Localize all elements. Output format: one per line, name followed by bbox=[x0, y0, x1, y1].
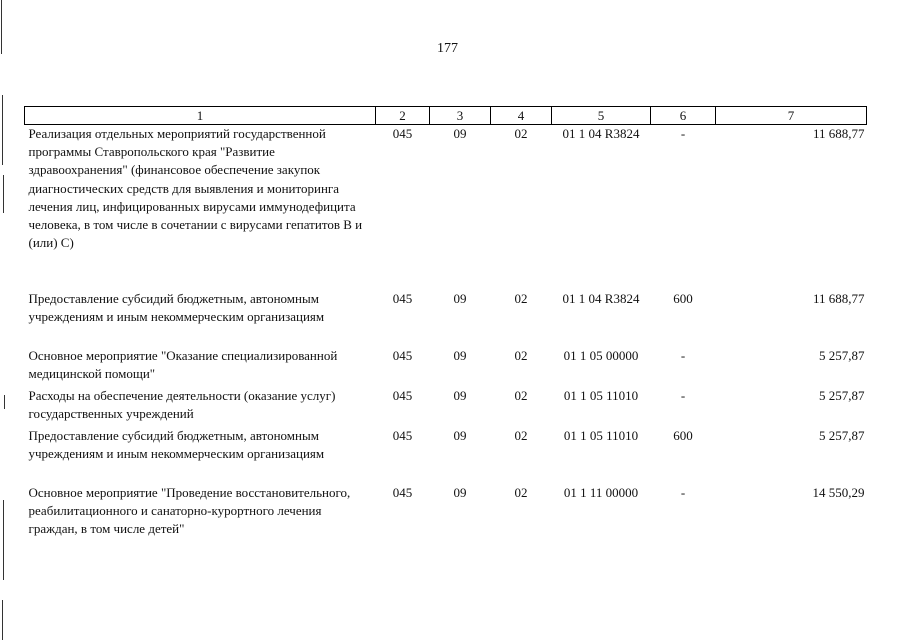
row-section-code: 09 bbox=[453, 126, 467, 141]
scan-edge-line bbox=[3, 175, 4, 213]
row-amount: 11 688,77 bbox=[812, 126, 865, 141]
scan-edge-line bbox=[4, 395, 5, 409]
column-header: 7 bbox=[716, 107, 867, 125]
row-target-code: 01 1 11 00000 bbox=[563, 484, 639, 500]
row-amount: 5 257,87 bbox=[819, 347, 865, 363]
row-ministry-code: 045 bbox=[392, 126, 413, 141]
row-expense-type: - bbox=[680, 347, 686, 363]
scan-edge-line bbox=[2, 600, 3, 640]
row-target-code: 01 1 04 R3824 bbox=[562, 126, 640, 141]
row-name: Предоставление субсидий бюджетным, автономным учреждениям и иным некоммерческим организациям bbox=[28, 427, 325, 461]
row-section-code: 09 bbox=[453, 427, 467, 443]
row-ministry-code: 045 bbox=[392, 387, 413, 403]
table-row bbox=[25, 125, 867, 290]
row-amount: 5 257,87 bbox=[819, 427, 865, 443]
column-header: 5 bbox=[552, 107, 651, 125]
row-expense-type: 600 bbox=[673, 290, 693, 306]
table-row bbox=[25, 347, 867, 387]
row-amount: 5 257,87 bbox=[819, 387, 865, 403]
column-header: 2 bbox=[376, 107, 430, 125]
scan-edge-line bbox=[2, 95, 3, 165]
row-section-code: 09 bbox=[453, 347, 467, 363]
row-ministry-code: 045 bbox=[392, 347, 413, 363]
row-amount: 14 550,29 bbox=[812, 484, 865, 500]
table-row bbox=[25, 387, 867, 427]
budget-table bbox=[24, 106, 867, 564]
row-ministry-code: 045 bbox=[392, 290, 413, 306]
row-expense-type: - bbox=[680, 484, 686, 500]
row-name: Основное мероприятие "Оказание специализированной медицинской помощи" bbox=[28, 347, 338, 381]
row-subsection-code: 02 bbox=[514, 290, 528, 306]
row-subsection-code: 02 bbox=[514, 347, 528, 363]
table-row bbox=[25, 427, 867, 484]
column-header: 3 bbox=[430, 107, 491, 125]
row-name: Реализация отдельных мероприятий государственной программы Ставропольского края "Развитие здравоохранения" (финансовое обеспечение закупок диагностических средств для выявления и мониторинга лечения лиц, инфицированных вирусами иммунодефицита человека, в том числе в сочетании с вирусами гепатитов B и (или) C) bbox=[28, 126, 363, 251]
row-target-code: 01 1 04 R3824 bbox=[562, 290, 640, 306]
row-subsection-code: 02 bbox=[514, 427, 528, 443]
row-expense-type: - bbox=[680, 387, 686, 403]
row-target-code: 01 1 05 00000 bbox=[563, 347, 639, 363]
column-header: 1 bbox=[25, 107, 376, 125]
row-target-code: 01 1 05 11010 bbox=[563, 427, 639, 443]
row-name: Предоставление субсидий бюджетным, автономным учреждениям и иным некоммерческим организациям bbox=[28, 290, 325, 324]
row-name: Основное мероприятие "Проведение восстановительного, реабилитационного и санаторно-курортного лечения граждан, в том числе детей" bbox=[28, 484, 351, 536]
row-ministry-code: 045 bbox=[392, 427, 413, 443]
row-ministry-code: 045 bbox=[392, 484, 413, 500]
row-section-code: 09 bbox=[453, 387, 467, 403]
column-number-header-row bbox=[25, 107, 867, 125]
scan-edge-line bbox=[3, 500, 4, 580]
row-subsection-code: 02 bbox=[514, 484, 528, 500]
row-expense-type: 600 bbox=[673, 427, 693, 443]
row-subsection-code: 02 bbox=[514, 387, 528, 403]
page-number: 177 bbox=[437, 41, 458, 56]
table-row bbox=[25, 290, 867, 347]
row-amount: 11 688,77 bbox=[812, 290, 865, 306]
row-target-code: 01 1 05 11010 bbox=[563, 387, 639, 403]
row-subsection-code: 02 bbox=[514, 126, 528, 141]
table-row bbox=[25, 484, 867, 564]
column-header: 4 bbox=[491, 107, 552, 125]
column-header: 6 bbox=[651, 107, 716, 125]
row-name: Расходы на обеспечение деятельности (оказание услуг) государственных учреждений bbox=[28, 387, 336, 421]
row-section-code: 09 bbox=[453, 290, 467, 306]
row-expense-type: - bbox=[680, 126, 686, 141]
row-section-code: 09 bbox=[453, 484, 467, 500]
